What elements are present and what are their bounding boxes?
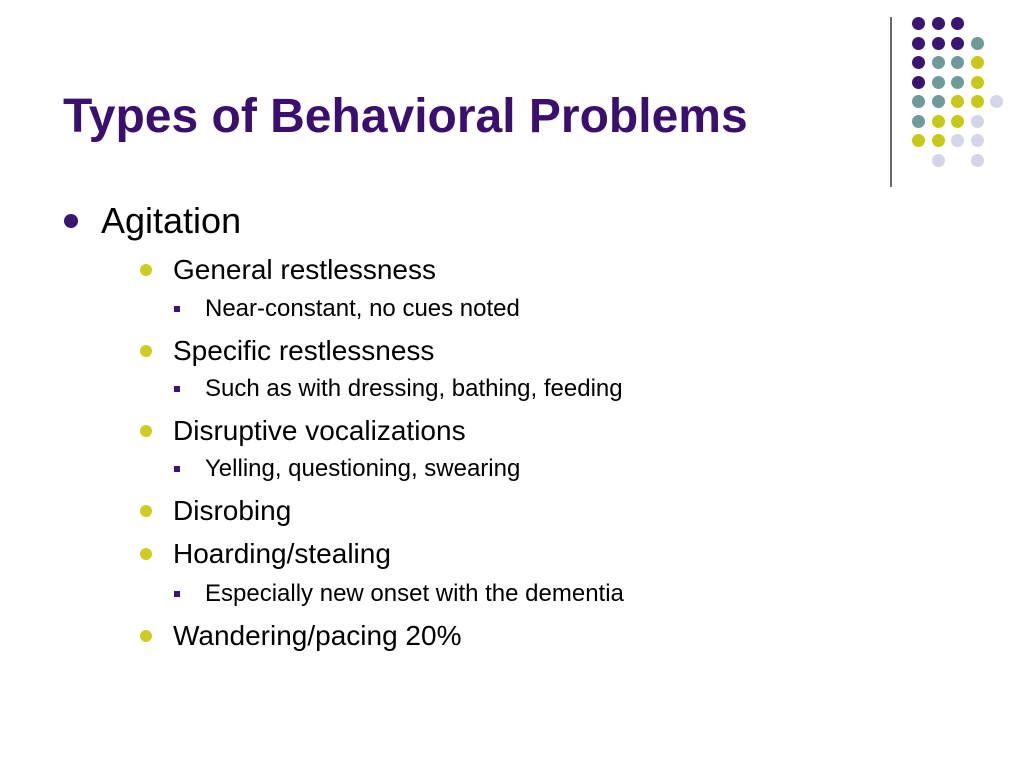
dot-yellow xyxy=(951,115,964,128)
bullet-dot-icon xyxy=(140,264,152,276)
dot-yellow xyxy=(912,134,925,147)
bullet-dot-icon xyxy=(64,214,78,228)
dot-teal xyxy=(932,95,945,108)
bullet-square-icon xyxy=(174,466,180,472)
bullet-dot-icon xyxy=(140,548,152,560)
dot-teal xyxy=(951,76,964,89)
dot-purple xyxy=(951,17,964,30)
dot-purple xyxy=(912,76,925,89)
dot-teal xyxy=(912,115,925,128)
bullet-text-level-2: Wandering/pacing 20% xyxy=(173,620,462,651)
dot-purple xyxy=(912,37,925,50)
dot-lavender xyxy=(971,154,984,167)
dot-yellow xyxy=(932,134,945,147)
bullet-dot-icon xyxy=(140,505,152,517)
bullet-square-icon xyxy=(174,306,180,312)
dot-purple xyxy=(912,56,925,69)
dot-lavender xyxy=(971,134,984,147)
dot-teal xyxy=(951,56,964,69)
slide-title: Types of Behavioral Problems xyxy=(63,90,748,143)
dot-yellow xyxy=(951,95,964,108)
dot-teal xyxy=(912,95,925,108)
dot-lavender xyxy=(990,95,1003,108)
bullet-text-level-2: Disrobing xyxy=(173,495,292,526)
dot-yellow xyxy=(971,95,984,108)
divider-line xyxy=(890,17,892,187)
dot-yellow xyxy=(971,56,984,69)
dot-purple xyxy=(932,17,945,30)
dot-purple xyxy=(912,17,925,30)
bullet-dot-icon xyxy=(140,630,152,642)
dot-lavender xyxy=(971,115,984,128)
bullet-text-level-3: Such as with dressing, bathing, feeding xyxy=(205,375,623,402)
bullet-text-level-2: Disruptive vocalizations xyxy=(173,415,466,446)
bullet-text-level-2: General restlessness xyxy=(173,254,437,285)
bullet-text-level-2: Specific restlessness xyxy=(173,335,435,366)
bullet-text-level-3: Near-constant, no cues noted xyxy=(205,295,520,322)
bullet-dot-icon xyxy=(140,345,152,357)
dot-teal xyxy=(971,37,984,50)
dot-yellow xyxy=(971,76,984,89)
dot-purple xyxy=(932,37,945,50)
bullet-text-level-3: Especially new onset with the dementia xyxy=(205,580,624,607)
bullet-square-icon xyxy=(174,386,180,392)
bullet-text-level-1: Agitation xyxy=(101,200,242,241)
dot-teal xyxy=(932,56,945,69)
bullet-text-level-3: Yelling, questioning, swearing xyxy=(205,455,521,482)
dot-lavender xyxy=(951,134,964,147)
dot-yellow xyxy=(932,115,945,128)
dot-teal xyxy=(932,76,945,89)
bullet-dot-icon xyxy=(140,425,152,437)
dot-lavender xyxy=(932,154,945,167)
bullet-text-level-2: Hoarding/stealing xyxy=(173,538,391,569)
dot-purple xyxy=(951,37,964,50)
bullet-square-icon xyxy=(174,591,180,597)
